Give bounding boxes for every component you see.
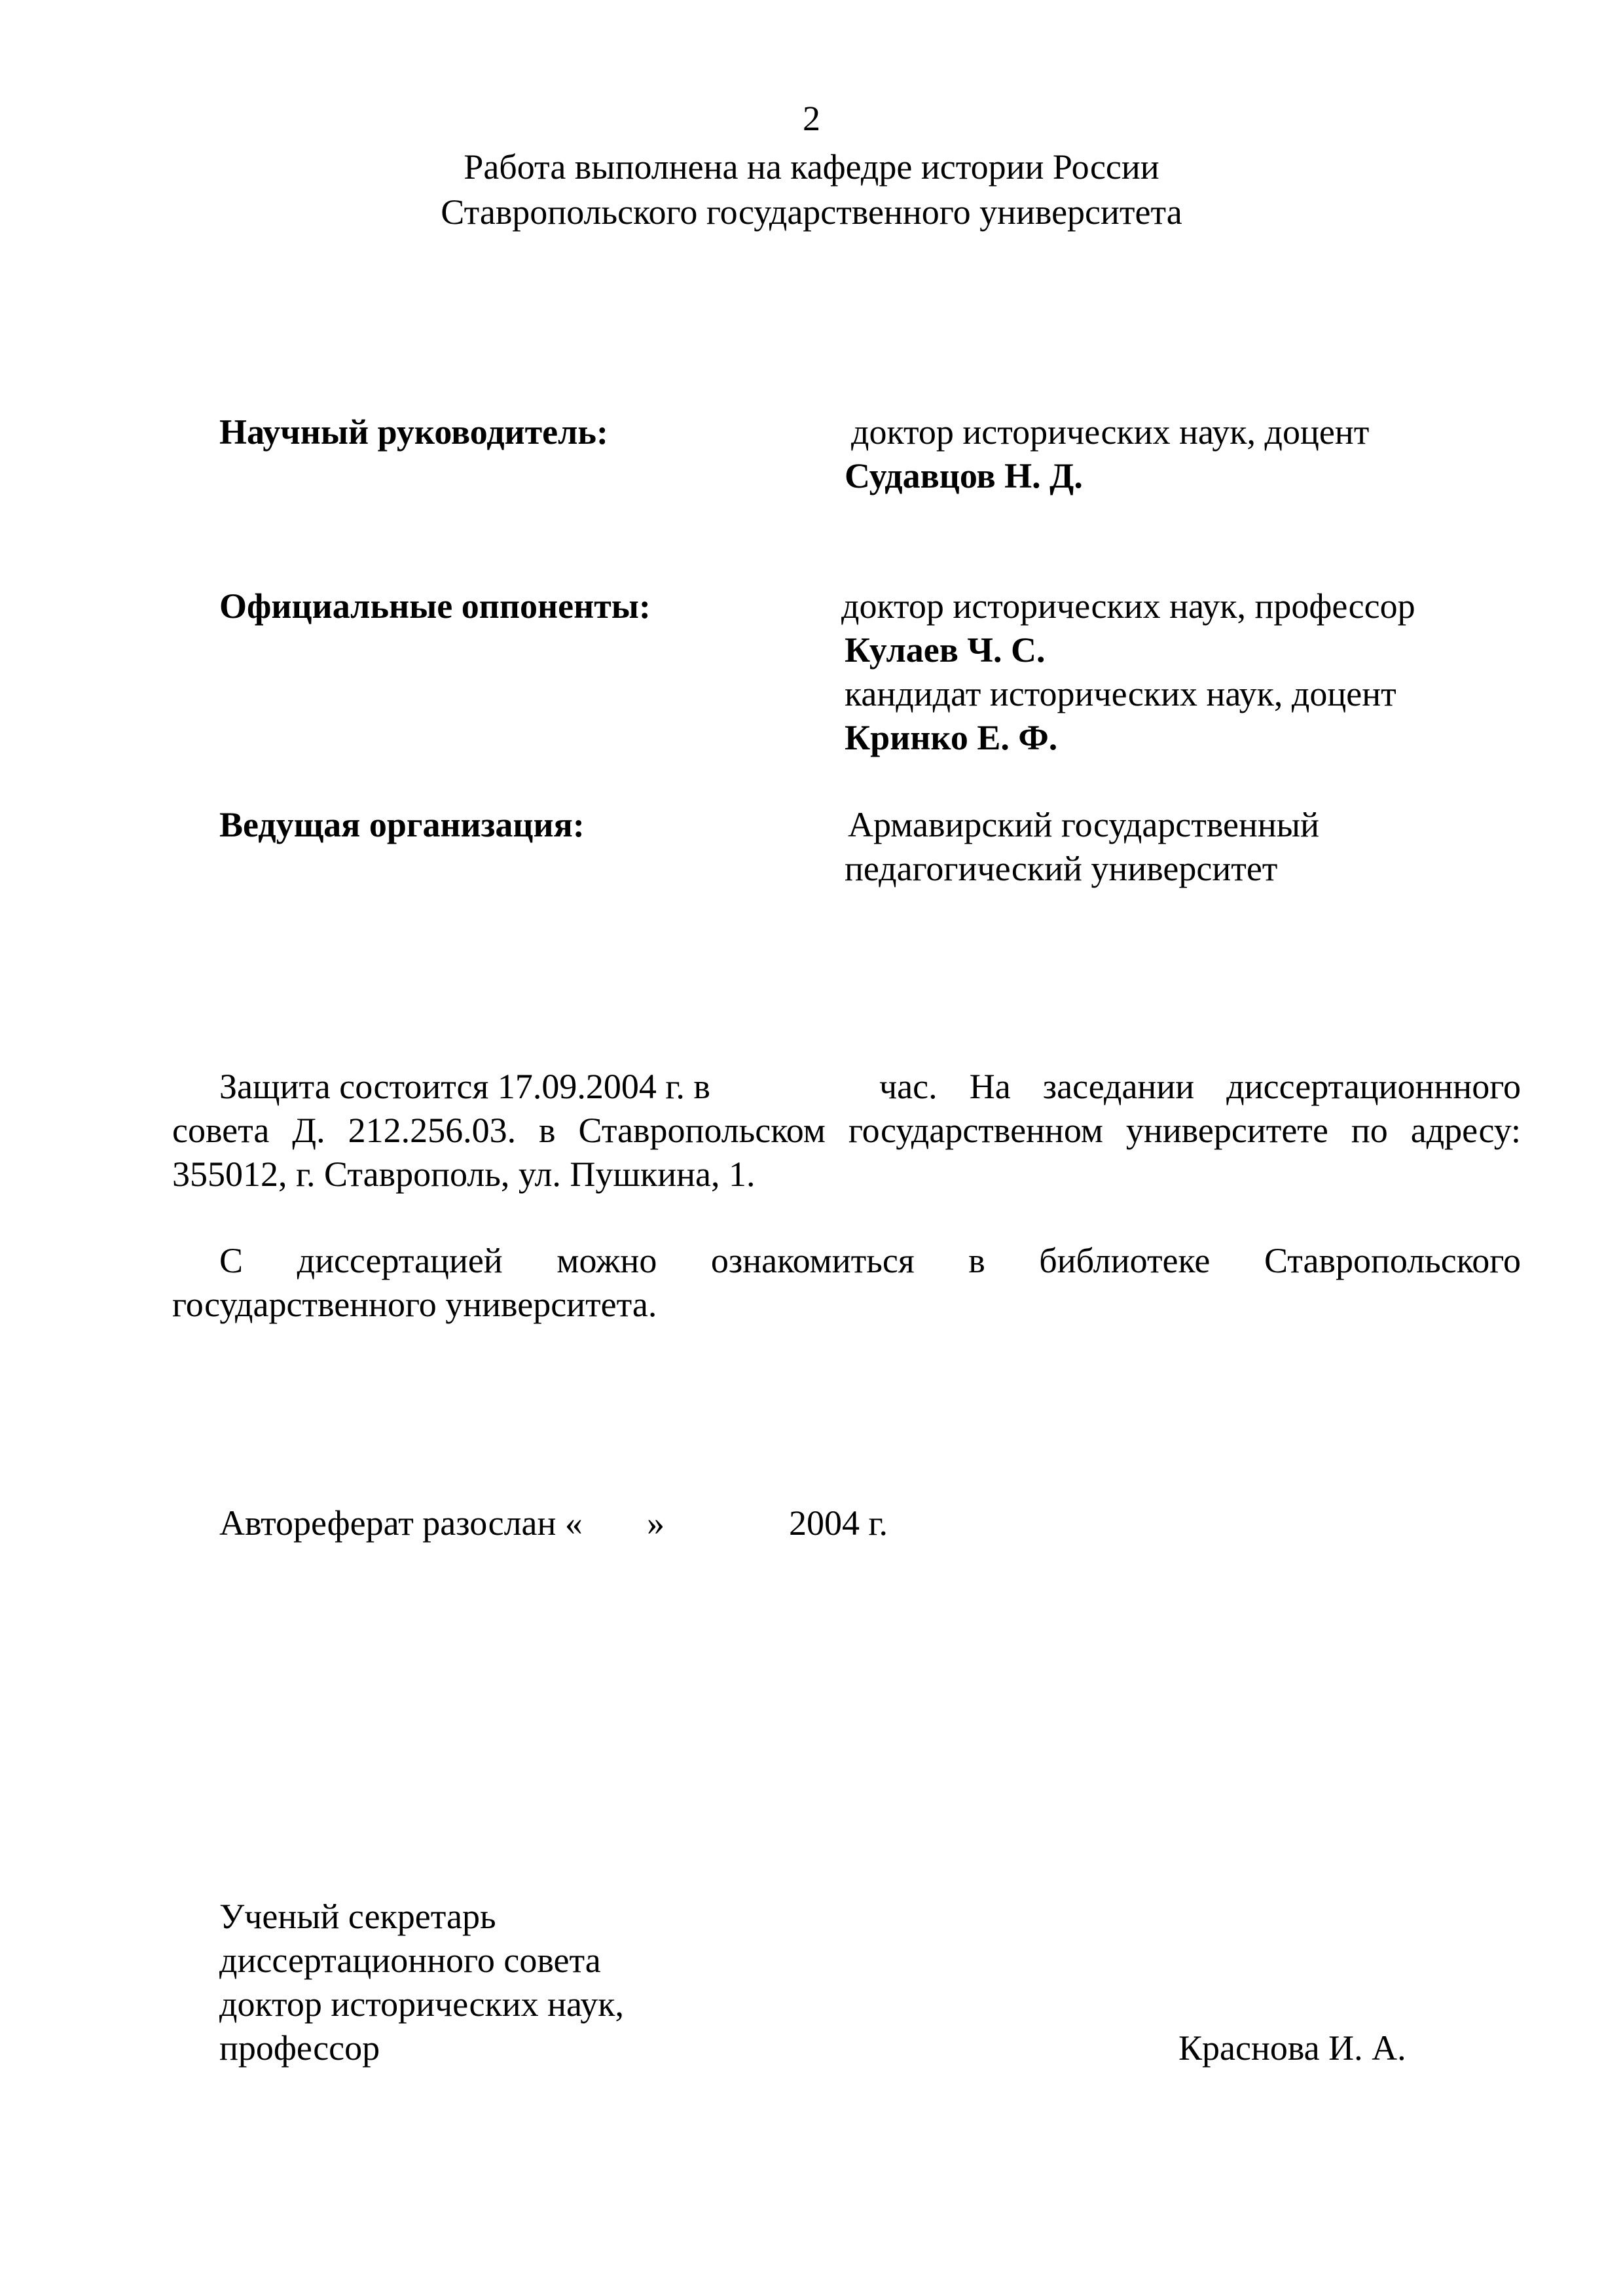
defense-line-3: 355012, г. Ставрополь, ул. Пушкина, 1. bbox=[172, 1155, 756, 1194]
header-line-2: Ставропольского государственного университета bbox=[441, 192, 1182, 232]
secretary-name: Краснова И. А. bbox=[1178, 2028, 1406, 2068]
leading-org-label: Ведущая организация: bbox=[219, 805, 585, 844]
library-line-2: государственного университета. bbox=[172, 1285, 657, 1324]
page-number: 2 bbox=[803, 99, 820, 138]
supervisor-name: Судавцов Н. Д. bbox=[845, 456, 1083, 495]
defense-line-1a: Защита состоится 17.09.2004 г. в bbox=[219, 1067, 710, 1106]
secretary-line-1: Ученый секретарь bbox=[219, 1897, 496, 1936]
mailing-text: Автореферат разослан « bbox=[219, 1503, 583, 1543]
opponent-2-degree: кандидат исторических наук, доцент bbox=[845, 674, 1396, 713]
defense-line-1b: час. На заседании диссертационнного bbox=[879, 1067, 1521, 1106]
mailing-quote-close: » bbox=[647, 1503, 665, 1543]
header-line-1: Работа выполнена на кафедре истории России bbox=[464, 147, 1159, 187]
secretary-line-4: профессор bbox=[219, 2028, 380, 2068]
supervisor-degree: доктор исторических наук, доцент bbox=[851, 412, 1370, 452]
leading-org-line-1: Армавирский государственный bbox=[848, 805, 1319, 844]
opponent-1-degree: доктор исторических наук, профессор bbox=[841, 586, 1415, 626]
opponent-1-name: Кулаев Ч. С. bbox=[845, 630, 1046, 670]
library-line-1: С диссертацией можно ознакомиться в библиотеке Ставропольского bbox=[219, 1241, 1521, 1280]
mailing-year: 2004 г. bbox=[789, 1503, 888, 1543]
secretary-line-2: диссертационного совета bbox=[219, 1941, 601, 1980]
defense-line-2: совета Д. 212.256.03. в Ставропольском государственном университете по адресу: bbox=[172, 1111, 1521, 1150]
opponents-label: Официальные оппоненты: bbox=[219, 586, 651, 626]
leading-org-line-2: педагогический университет bbox=[845, 849, 1278, 888]
secretary-line-3: доктор исторических наук, bbox=[219, 1984, 624, 2024]
opponent-2-name: Кринко Е. Ф. bbox=[845, 718, 1058, 757]
supervisor-label: Научный руководитель: bbox=[219, 412, 608, 452]
